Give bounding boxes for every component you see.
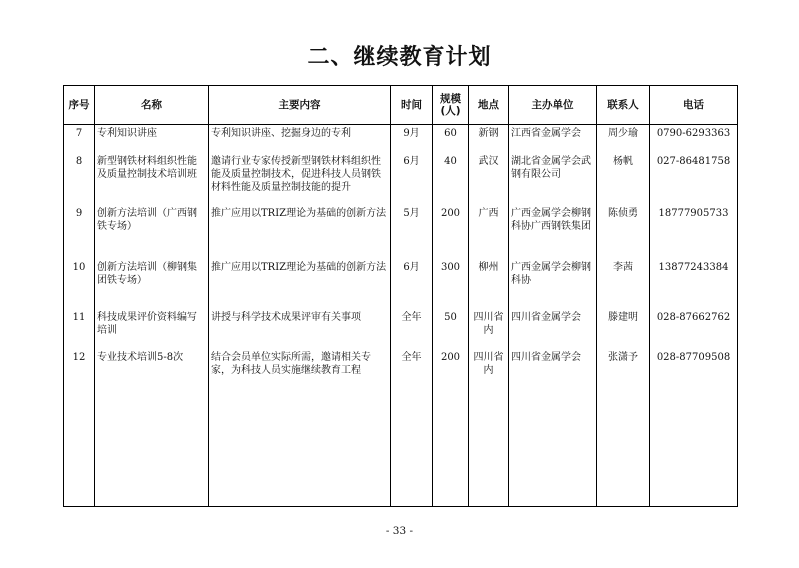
education-plan-table [63,85,738,507]
row-host: 湖北省金属学会武钢有限公司 [509,153,597,205]
row-time: 9月 [391,125,433,154]
row-place: 广西 [469,205,509,259]
row-contact: 张潇予 [597,349,650,507]
row-content: 讲授与科学技术成果评审有关事项 [209,309,391,349]
row-name: 专业技术培训5-8次 [95,349,209,507]
row-host: 江西省金属学会 [509,125,597,154]
row-phone: 0790-6293363 [650,125,738,154]
row-content: 推广应用以TRIZ理论为基础的创新方法 [209,259,391,309]
row-no: 11 [64,309,95,349]
row-phone: 027-86481758 [650,153,738,205]
row-content: 结合会员单位实际所需，邀请相关专家，为科技人员实施继续教育工程 [209,349,391,507]
row-host: 广西金属学会柳钢科协 [509,259,597,309]
row-name: 专利知识讲座 [95,125,209,154]
row-time: 5月 [391,205,433,259]
header-place: 地点 [469,86,509,125]
row-host: 广西金属学会柳钢科协广西钢铁集团 [509,205,597,259]
header-host: 主办单位 [509,86,597,125]
row-content: 邀请行业专家传授新型钢铁材料组织性能及质量控制技术，促进科技人员钢铁材料性能及质量控制技能的提升 [209,153,391,205]
header-scale: 规模(人) [433,86,469,125]
header-time: 时间 [391,86,433,125]
row-contact: 陈侦勇 [597,205,650,259]
row-no: 7 [64,125,95,154]
table-row [64,349,738,507]
page-number: - 33 - [385,525,414,537]
table-row [64,153,738,205]
row-scale: 300 [433,259,469,309]
table-row [64,259,738,309]
row-content: 推广应用以TRIZ理论为基础的创新方法 [209,205,391,259]
row-place: 四川省内 [469,349,509,507]
row-name: 创新方法培训（广西钢铁专场） [95,205,209,259]
row-place: 新钢 [469,125,509,154]
header-contact: 联系人 [597,86,650,125]
header-content: 主要内容 [209,86,391,125]
row-phone: 028-87709508 [650,349,738,507]
row-no: 8 [64,153,95,205]
header-name: 名称 [95,86,209,125]
table-row [64,309,738,349]
row-content: 专利知识讲座、挖掘身边的专利 [209,125,391,154]
table-row [64,125,738,154]
row-time: 全年 [391,309,433,349]
row-contact: 李茜 [597,259,650,309]
row-name: 创新方法培训（柳钢集团铁专场） [95,259,209,309]
row-scale: 200 [433,349,469,507]
page-title: 二、继续教育计划 [307,45,492,70]
row-time: 6月 [391,259,433,309]
header-phone: 电话 [650,86,738,125]
table-row [64,205,738,259]
row-host: 四川省金属学会 [509,309,597,349]
row-place: 四川省内 [469,309,509,349]
row-contact: 杨帆 [597,153,650,205]
row-contact: 周少瑜 [597,125,650,154]
row-contact: 滕建明 [597,309,650,349]
row-place: 柳州 [469,259,509,309]
row-place: 武汉 [469,153,509,205]
row-scale: 60 [433,125,469,154]
row-name: 新型钢铁材料组织性能及质量控制技术培训班 [95,153,209,205]
table-header-row [64,86,738,125]
row-phone: 18777905733 [650,205,738,259]
row-no: 10 [64,259,95,309]
row-no: 9 [64,205,95,259]
row-host: 四川省金属学会 [509,349,597,507]
row-phone: 13877243384 [650,259,738,309]
row-phone: 028-87662762 [650,309,738,349]
row-scale: 50 [433,309,469,349]
row-name: 科技成果评价资料编写培训 [95,309,209,349]
row-time: 6月 [391,153,433,205]
row-time: 全年 [391,349,433,507]
header-no: 序号 [64,86,95,125]
row-scale: 40 [433,153,469,205]
row-scale: 200 [433,205,469,259]
row-no: 12 [64,349,95,507]
